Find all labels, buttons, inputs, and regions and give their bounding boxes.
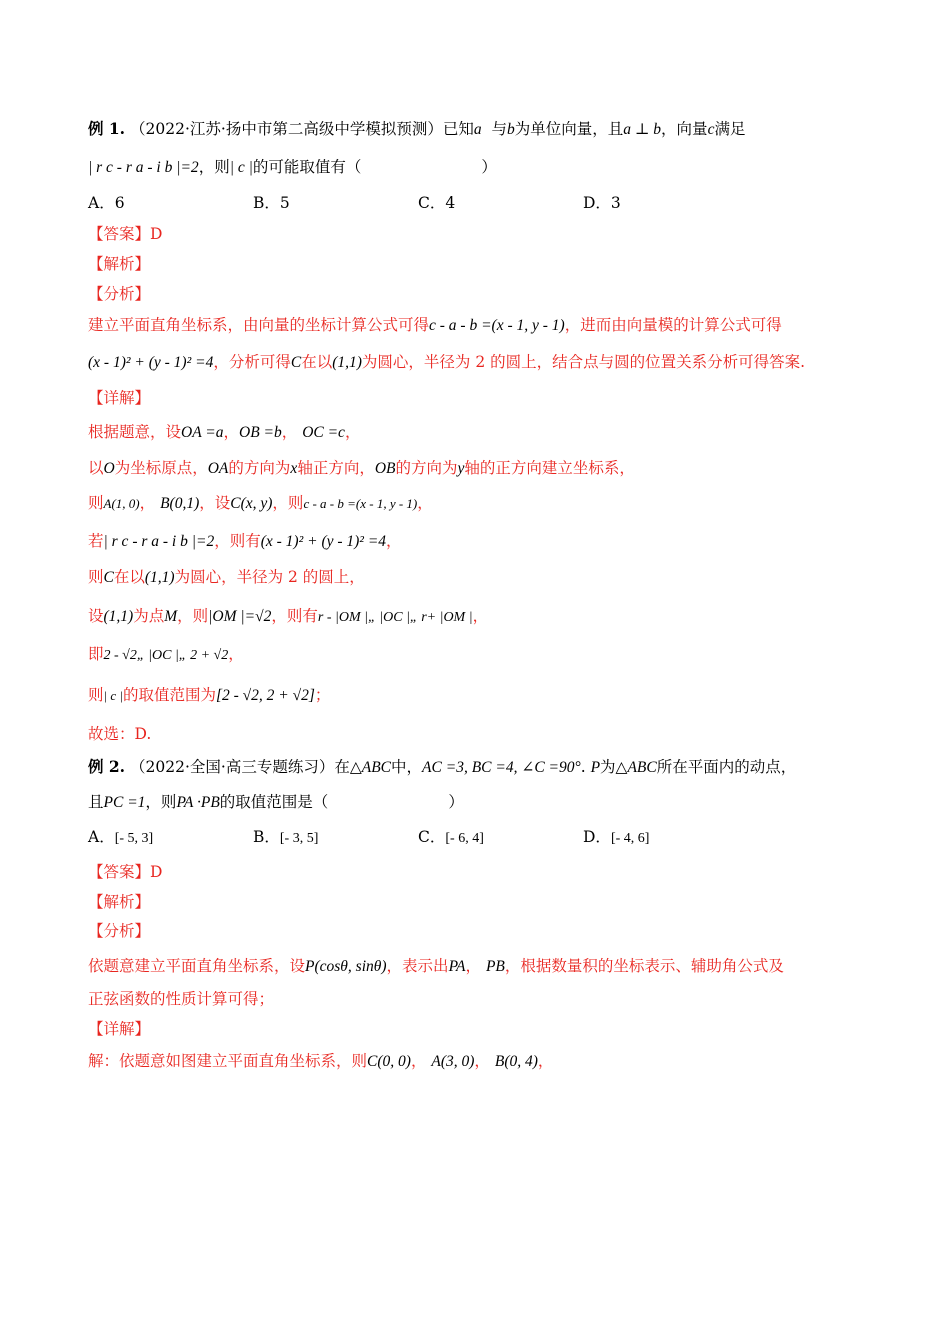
text: 轴正方向， — [297, 459, 375, 477]
text: 为点 — [133, 607, 165, 625]
ex2-option-d — [583, 826, 748, 850]
ex1-detail-line2 — [88, 457, 890, 480]
text-with: 与 — [491, 120, 507, 138]
ex1-detail-line5 — [88, 566, 890, 589]
ex2-stem-line1 — [88, 756, 890, 779]
option-letter: B． — [253, 828, 280, 846]
text-vector: ，向量 — [661, 120, 708, 138]
ex2-option-b — [253, 826, 418, 850]
math-x: x — [290, 460, 298, 477]
text: ，分析可得 — [213, 353, 291, 371]
text: 则 — [88, 686, 104, 704]
ex2-option-a — [88, 826, 253, 850]
math-B: B(0,1) — [160, 495, 200, 512]
text: 为坐标原点， — [114, 459, 208, 477]
math-inequality: r - |OM |„ |OC |„ r+ |OM | — [317, 610, 473, 625]
ex1-detail-line1: 根据题意，设OA =a，OB =b， OC =c， — [88, 423, 361, 441]
text-close-paren: ） — [481, 158, 497, 176]
ex1-detail-line4: 若| r c - r a - i b |=2，则有(x - 1)² + (y - 1)² =4， — [88, 532, 402, 550]
math-M: M — [164, 608, 178, 625]
option-value: [- 5, 3] — [114, 831, 154, 846]
text: 依题意建立平面直角坐标系，设 — [88, 957, 306, 975]
math-center: (1,1) — [332, 354, 362, 371]
math-center2: (1,1) — [144, 569, 175, 586]
math-dot-product: PA ·PB — [176, 794, 220, 811]
math-A: A(1, 0) — [103, 496, 140, 511]
math-OA: OA =a — [181, 424, 224, 441]
text-possible-values: 的可能取值有（ — [252, 158, 362, 176]
ex2-title: 例 2. — [88, 757, 126, 776]
option-value: [- 4, 6] — [610, 831, 650, 846]
text: 的取值范围为 — [122, 686, 216, 704]
text: 为 — [600, 758, 616, 776]
math-P: P — [590, 759, 601, 776]
ex1-source: （2022·江苏·扬中市第二高级中学模拟预测）已知 — [130, 120, 474, 138]
ex2-stem-line2 — [88, 791, 890, 814]
ex2-jiexi-heading: 【解析】 — [88, 893, 151, 911]
option-value: [- 6, 4] — [445, 831, 484, 846]
text: 的方向为 — [228, 459, 291, 477]
math-diff-vector2: c - a - b =(x - 1, y - 1) — [303, 496, 418, 511]
text: 建立平面直角坐标系，由向量的坐标计算公式可得 — [88, 316, 430, 334]
text: 即 — [88, 645, 104, 663]
ex1-option-c: C．4 — [418, 194, 456, 212]
ex1-option-b: B．5 — [253, 194, 290, 212]
text: 则 — [88, 494, 104, 512]
text: 为圆心，半径为 2 的圆上，结合点与圆的位置关系分析可得答案. — [361, 353, 806, 371]
text: ，则 — [177, 607, 209, 625]
math-PB: PB — [485, 958, 505, 975]
math-OM: |OM |=√2 — [208, 608, 272, 625]
text: 在以 — [113, 568, 145, 586]
text: ； — [314, 686, 331, 704]
math-triangle: △ABC — [349, 759, 392, 776]
math-condition: | r c - r a - i b |=2 — [88, 159, 199, 176]
math-abs-c: | c | — [229, 159, 253, 176]
text: ，设 — [199, 494, 231, 512]
math-b: b — [506, 121, 515, 138]
math-OC: OC =c — [302, 424, 345, 441]
math-O: O — [103, 460, 115, 477]
text: 则 — [88, 568, 104, 586]
ex1-detail-line3: 则A(1, 0)， B(0,1)，设C(x, y)，则c - a - b =(x - 1, y - 1)， — [88, 494, 433, 512]
math-Cxy: C(x, y) — [230, 495, 273, 512]
ex1-options — [88, 192, 890, 214]
text-satisfies: 满足 — [714, 120, 746, 138]
ex1-detail-line8 — [88, 684, 890, 707]
text: ，则 — [272, 494, 304, 512]
text: . — [580, 758, 586, 776]
math-range-oc: 2 - √2„ |OC |„ 2 + √2 — [103, 648, 229, 663]
ex1-detail-line6: 设(1,1)为点M，则|OM |=√2，则有r - |OM |„ |OC |„ r+ |OM |， — [88, 607, 489, 625]
math-PC: PC =1 — [103, 794, 146, 811]
ex2-xiangjie-heading: 【详解】 — [88, 1020, 151, 1038]
math-abs-c2: | c | — [103, 688, 123, 703]
ex1-analysis-line1 — [88, 314, 890, 337]
math-condition2: | r c - r a - i b |=2 — [103, 533, 215, 550]
math-diff-vector: c - a - b =(x - 1, y - 1) — [429, 317, 565, 334]
text: 轴的正方向建立坐标系， — [464, 459, 635, 477]
option-letter: A． — [88, 828, 115, 846]
ex2-answer: 【答案】D — [88, 863, 163, 881]
text: ，表示出 — [386, 957, 449, 975]
text: 以 — [88, 459, 104, 477]
math-C-origin: C(0, 0) — [367, 1053, 411, 1070]
text: ，则有 — [214, 532, 261, 550]
ex1-detail-line7: 即2 - √2„ |OC |„ 2 + √2， — [88, 645, 244, 663]
ex1-conclusion: 故选：D. — [88, 725, 152, 743]
math-P-coords: P(cosθ, sinθ) — [305, 958, 387, 975]
option-value: [- 3, 5] — [279, 831, 319, 846]
ex2-option-c — [418, 826, 583, 850]
ex1-fenxi-heading: 【分析】 — [88, 285, 151, 303]
math-OA2: OA — [207, 460, 229, 477]
ex2-analysis-line2: 正弦函数的性质计算可得； — [88, 990, 275, 1008]
math-triangle2: △ABC — [615, 759, 657, 776]
text: 中， — [391, 758, 423, 776]
math-C: C — [290, 354, 302, 371]
ex1-jiexi-heading: 【解析】 — [88, 255, 151, 273]
text: ，则有 — [271, 607, 318, 625]
text: ， — [537, 1052, 554, 1070]
ex1-title: 例 1. — [88, 119, 126, 138]
ex2-solution-line1: 解：依题意如图建立平面直角坐标系，则C(0, 0)， A(3, 0)， B(0, 4)， — [88, 1052, 554, 1070]
text: 的取值范围是（ — [219, 793, 329, 811]
option-letter: D． — [583, 828, 611, 846]
text: 若 — [88, 532, 104, 550]
text: ，进而由向量模的计算公式可得 — [564, 316, 782, 334]
ex1-answer: 【答案】D — [88, 225, 163, 243]
math-sides: AC =3, BC =4, ∠C =90° — [422, 759, 581, 776]
text: 解：依题意如图建立平面直角坐标系，则 — [88, 1052, 368, 1070]
text: 根据题意，设 — [88, 423, 182, 441]
ex1-xiangjie-heading: 【详解】 — [88, 389, 151, 407]
math-circle-eq: (x - 1)² + (y - 1)² =4 — [88, 354, 214, 371]
ex1-analysis-line2 — [88, 351, 890, 374]
math-c: c — [707, 121, 715, 138]
text-then: ，则 — [198, 158, 230, 176]
ex1-stem-line2 — [88, 156, 890, 179]
text: ，则 — [145, 793, 177, 811]
ex1-stem-line1 — [88, 118, 890, 141]
option-letter: C． — [418, 828, 446, 846]
math-perp: a ⊥ b — [623, 121, 662, 138]
math-point: (1,1) — [103, 608, 134, 625]
math-C2: C — [103, 569, 114, 586]
text: ） — [448, 793, 464, 811]
text: 在以 — [301, 353, 333, 371]
text-unit-vectors: 为单位向量，且 — [514, 120, 624, 138]
math-circle-eq2: (x - 1)² + (y - 1)² =4 — [260, 533, 387, 550]
ex1-option-a: A．6 — [88, 194, 125, 212]
text: 为圆心，半径为 2 的圆上， — [174, 568, 365, 586]
ex2-fenxi-heading: 【分析】 — [88, 922, 151, 940]
text: 设 — [88, 607, 104, 625]
math-a: a — [473, 121, 482, 138]
math-B-point: B(0, 4) — [494, 1053, 538, 1070]
math-OB2: OB — [374, 460, 396, 477]
math-A-point: A(3, 0) — [431, 1053, 475, 1070]
math-range: [2 - √2, 2 + √2] — [215, 687, 315, 704]
text: ，根据数量积的坐标表示、辅助角公式及 — [504, 957, 784, 975]
ex1-option-d: D．3 — [583, 194, 621, 212]
text: 的方向为 — [395, 459, 458, 477]
ex2-options — [88, 826, 890, 850]
math-PA: PA — [448, 958, 466, 975]
ex2-analysis-line1: 依题意建立平面直角坐标系，设P(cosθ, sinθ)，表示出PA， PB，根据数量积的坐标表示、辅助角公式及 — [88, 957, 784, 975]
text: 且 — [88, 793, 104, 811]
text: 所在平面内的动点， — [656, 758, 797, 776]
math-y: y — [457, 460, 465, 477]
ex2-source: （2022·全国·高三专题练习）在 — [130, 758, 350, 776]
math-OB: OB =b — [239, 424, 282, 441]
